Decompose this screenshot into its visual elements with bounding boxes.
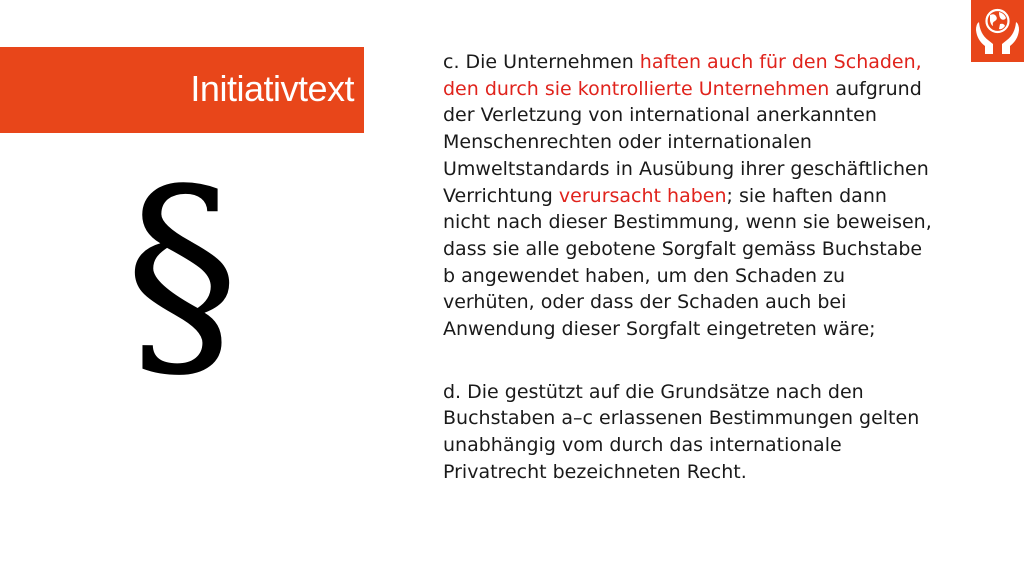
title-banner <box>0 47 364 133</box>
body-text <box>443 49 933 486</box>
slide-title: Initiativtext <box>190 68 354 109</box>
paragraph-c-text-1: c. Die Unternehmen <box>443 51 640 73</box>
paragraph-c <box>443 49 933 343</box>
globe-in-hands-icon <box>971 0 1024 62</box>
paragraph-c-text-3: ; sie haften dann nicht nach dieser Bestimmung, wenn sie beweisen, dass sie alle gebotene Sorgfalt gemäss Buchstabe b angewendet haben, um den Schaden zu verhüten, oder dass der Schaden auch bei Anwendung dieser Sorgfalt eingetreten wäre; <box>443 184 932 341</box>
paragraph-c-text-2: aufgrund der Verletzung von international anerkannten Menschenrechten oder internationalen Umweltstandards in Ausübung ihrer geschäftlichen Verrichtung <box>443 77 929 207</box>
paragraph-c-highlight-1: haften auch für den Schaden, den durch sie kontrollierte Unternehmen <box>443 51 922 100</box>
paragraph-d: d. Die gestützt auf die Grundsätze nach den Buchstaben a–c erlassenen Bestimmungen gelten unabhängig vom durch das internationale Privatrecht bezeichneten Recht. <box>443 380 920 483</box>
paragraph-c-highlight-2: verursacht haben <box>558 184 727 207</box>
section-symbol: § <box>124 141 240 408</box>
